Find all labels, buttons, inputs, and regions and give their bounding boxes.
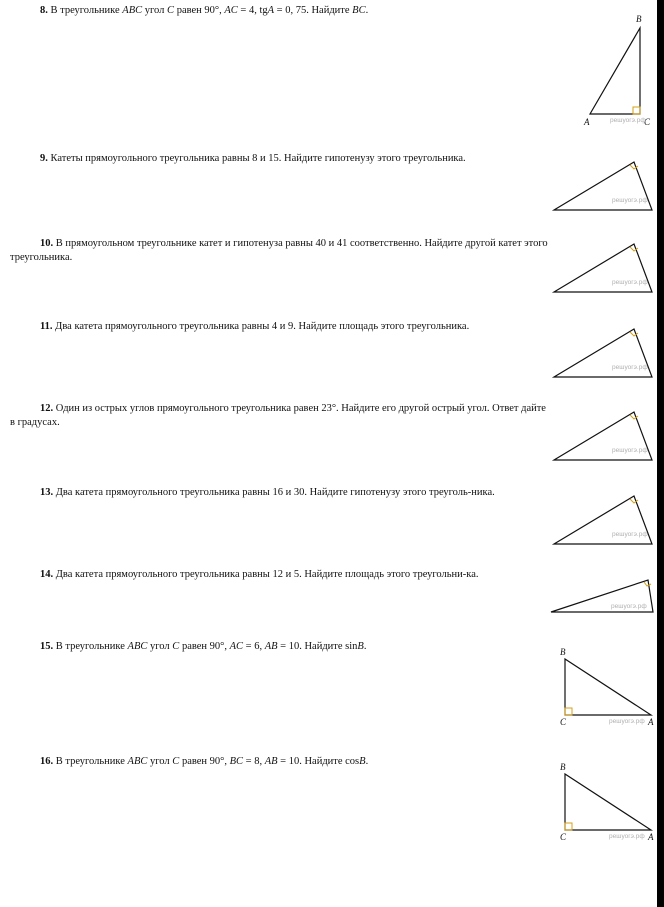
watermark: решуогэ.рф <box>609 833 645 840</box>
triangle-shape <box>590 28 640 114</box>
triangle-figure-8 <box>580 10 660 130</box>
vertex-label-b: B <box>636 14 642 24</box>
dark-edge <box>657 0 664 907</box>
triangle-figure-13 <box>550 492 655 548</box>
triangle-figure-11 <box>550 325 655 381</box>
triangle-figure-15 <box>555 645 655 730</box>
vertex-label-b: B <box>560 762 566 772</box>
watermark: решуогэ.рф <box>611 603 647 610</box>
triangle-diagram <box>580 10 660 130</box>
right-angle-marker <box>644 582 651 586</box>
triangle-diagram <box>555 645 655 730</box>
vertex-label-b: B <box>560 647 566 657</box>
watermark: решуогэ.рф <box>612 447 648 454</box>
vertex-label-a: A <box>648 717 654 727</box>
vertex-label-a: A <box>584 117 590 127</box>
triangle-figure-12 <box>550 408 655 464</box>
right-angle-marker <box>633 107 640 114</box>
right-angle-marker <box>565 708 572 715</box>
problem-14: 14. Два катета прямоугольного треугольника равны 12 и 5. Найдите площадь этого треугольни-ка. <box>40 569 479 580</box>
problem-16: 16. В треугольнике ABC угол C равен 90°, BC = 8, AB = 10. Найдите cosB. <box>40 756 369 767</box>
vertex-label-c: C <box>560 832 567 842</box>
watermark: решуогэ.рф <box>612 531 648 538</box>
triangle-shape <box>565 774 651 830</box>
vertex-label-c: C <box>560 717 567 727</box>
triangle-diagram <box>548 576 656 616</box>
problem-13: 13. Два катета прямоугольного треугольника равны 16 и 30. Найдите гипотенузу этого треуголь-ника. <box>40 487 495 498</box>
vertex-label-c: C <box>644 117 651 127</box>
problem-10: 10. В прямоугольном треугольнике катет и гипотенуза равны 40 и 41 соответственно. Найдите другой катет этого треугольника. <box>10 238 548 263</box>
problem-15: 15. В треугольнике ABC угол C равен 90°, AC = 6, AB = 10. Найдите sinB. <box>40 641 367 652</box>
triangle-figure-14 <box>548 576 656 616</box>
problem-11: 11. Два катета прямоугольного треугольника равны 4 и 9. Найдите площадь этого треугольника. <box>40 321 470 332</box>
watermark: решуогэ.рф <box>609 718 645 725</box>
watermark: решуогэ.рф <box>610 117 646 124</box>
triangle-diagram <box>550 240 655 296</box>
triangle-diagram <box>550 325 655 381</box>
vertex-label-a: A <box>648 832 654 842</box>
triangle-diagram <box>550 158 655 214</box>
problem-12: 12. Один из острых углов прямоугольного треугольника равен 23°. Найдите его другой острый угол. Ответ дайте в градусах. <box>10 403 546 428</box>
triangle-diagram <box>555 760 655 845</box>
problem-9: 9. Катеты прямоугольного треугольника равны 8 и 15. Найдите гипотенузу этого треугольника. <box>40 153 466 164</box>
watermark: решуогэ.рф <box>612 364 648 371</box>
triangle-diagram <box>550 492 655 548</box>
triangle-figure-9 <box>550 158 655 214</box>
triangle-figure-16 <box>555 760 655 845</box>
triangle-figure-10 <box>550 240 655 296</box>
right-angle-marker <box>565 823 572 830</box>
triangle-shape <box>565 659 651 715</box>
watermark: решуогэ.рф <box>612 279 648 286</box>
problem-8: 8. В треугольнике ABC угол C равен 90°, AC = 4, tgA = 0, 75. Найдите BC. <box>40 5 369 16</box>
triangle-diagram <box>550 408 655 464</box>
watermark: решуогэ.рф <box>612 197 648 204</box>
